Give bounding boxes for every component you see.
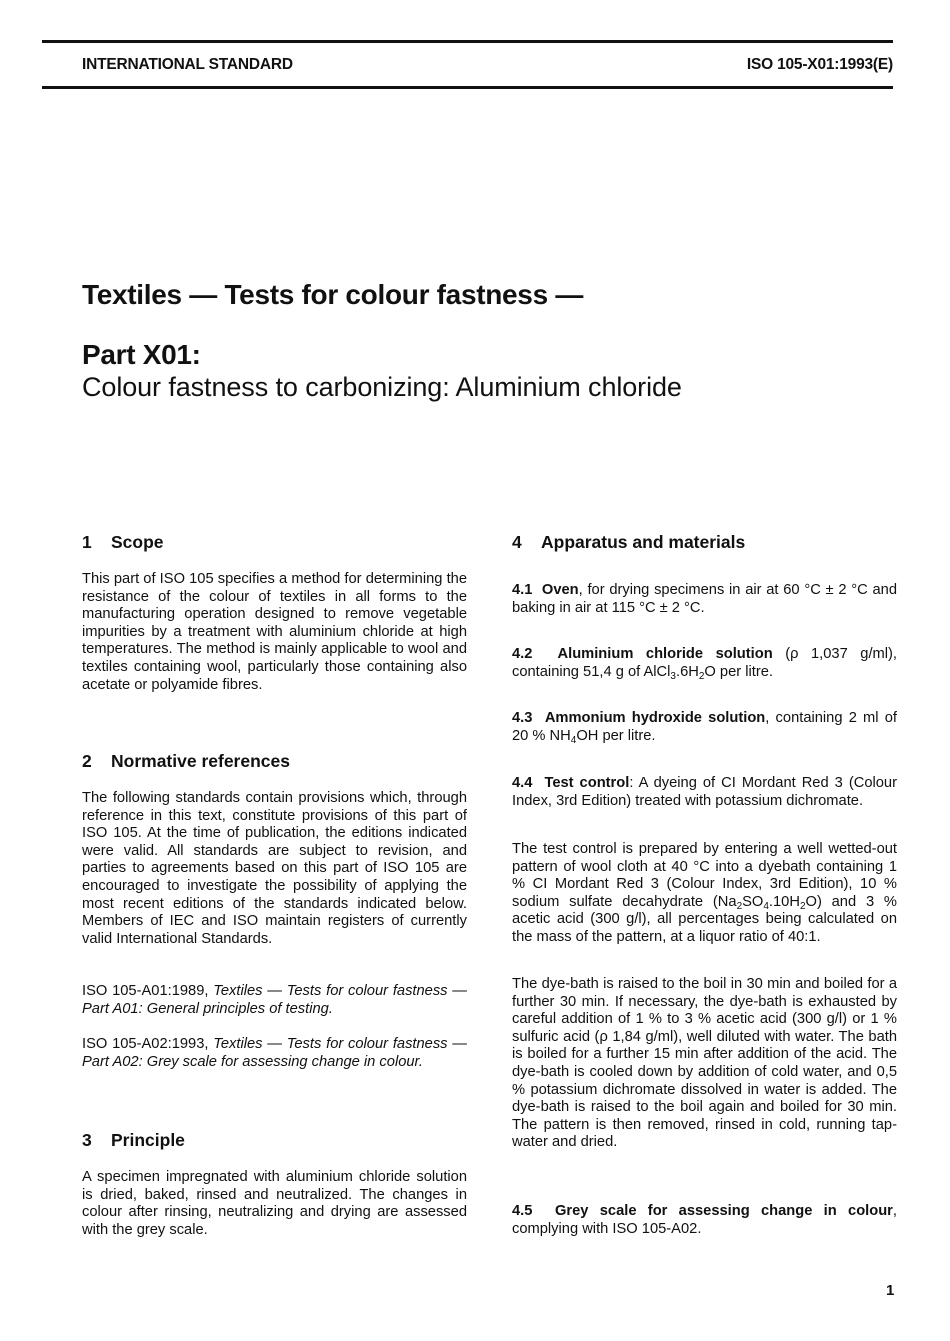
reference-item: ISO 105-A01:1989, Textiles — Tests for colour fastness — Part A01: General principles of testing. bbox=[82, 983, 467, 1017]
document-title: Textiles — Tests for colour fastness — bbox=[82, 279, 584, 310]
clause-4-5: 4.5 Grey scale for assessing change in colour, complying with ISO 105-A02. bbox=[512, 1203, 897, 1237]
scope-text: This part of ISO 105 specifies a method for determining the resistance of the colour of textiles in all forms to the manufacturing operation designed to remove vegetable impurities by a treatment with aluminium chloride at high temperatures. The method is mainly applicable to wool and textiles containing wool, particularly those containing also acetate or polyamide fibres. bbox=[82, 571, 467, 693]
document-part: Part X01: bbox=[82, 339, 201, 370]
header-bottom-rule bbox=[42, 86, 893, 89]
header-document-id: ISO 105-X01:1993(E) bbox=[746, 56, 893, 73]
header-top-rule bbox=[42, 40, 893, 43]
page-number: 1 bbox=[886, 1282, 895, 1299]
clause-4-3: 4.3 Ammonium hydroxide solution, containing 2 ml of 20 % $NH_4OH$ per litre. bbox=[512, 710, 897, 746]
normative-references-text: The following standards contain provisions which, through reference in this text, constitute provisions of this part of ISO 105. At the time of publication, the editions indicated were valid. All standards are subject to revision, and parties to agreements based on this part of ISO 105 are encouraged to investigate the possibility of applying the most recent editions of the standards indicated below. Members of IEC and ISO maintain registers of currently valid International Standards. bbox=[82, 790, 467, 947]
clause-4-1: 4.1 Oven, for drying specimens in air at 60 °C ± 2 °C and baking in air at 115 °C ± 2 °C. bbox=[512, 582, 897, 616]
test-control-preparation-text: The test control is prepared by entering a well wetted-out pattern of wool cloth at 40 °C into a dyebath containing 1 % CI Mordant Red 3 (Colour Index, 3rd Edition), 10 % sodium sulfate decahydrate $(Na_2SO_4.10H_2O)$ and 3 % acetic acid (300 g/l), all percentages being calculated on the mass of the pattern, at a liquor ratio of 40:1. bbox=[512, 841, 897, 945]
header-standard-type: INTERNATIONAL STANDARD bbox=[82, 56, 293, 73]
document-subtitle: Colour fastness to carbonizing: Aluminium chloride bbox=[82, 372, 682, 402]
principle-text: A specimen impregnated with aluminium chloride solution is dried, baked, rinsed and neutralized. The changes in colour after rinsing, neutralizing and drying are assessed with the grey scale. bbox=[82, 1169, 467, 1238]
test-control-dyebath-text: The dye-bath is raised to the boil in 30 min and boiled for a further 30 min. If necessary, the dye-bath is exhausted by careful addition of 1 % to 3 % acetic acid (300 g/l) or 1 % sulfuric acid (ρ 1,84 g/ml), well diluted with water. The bath is boiled for a further 15 min after addition of the acid. The dye-bath is cooled down by addition of cold water, and 0,5 % potassium dichromate dissolved in water is added. The dye-bath is raised to the boil again and boiled for 30 min. The pattern is then removed, rinsed in cold, running tap-water and dried. bbox=[512, 976, 897, 1151]
reference-item: ISO 105-A02:1993, Textiles — Tests for colour fastness — Part A02: Grey scale for assessing change in colour. bbox=[82, 1036, 467, 1070]
clause-4-2: 4.2 Aluminium chloride solution (ρ 1,037 g/ml), containing 51,4 g of $AlCl_3.6H_2O$ per litre. bbox=[512, 646, 898, 682]
section-heading-principle: 3 Principle bbox=[82, 1130, 185, 1150]
section-heading-scope: 1 Scope bbox=[82, 532, 164, 552]
clause-4-4: 4.4 Test control: A dyeing of CI Mordant Red 3 (Colour Index, 3rd Edition) treated with potassium dichromate. bbox=[512, 775, 897, 809]
section-heading-normative-references: 2 Normative references bbox=[82, 751, 290, 771]
section-heading-apparatus: 4 Apparatus and materials bbox=[512, 532, 746, 552]
